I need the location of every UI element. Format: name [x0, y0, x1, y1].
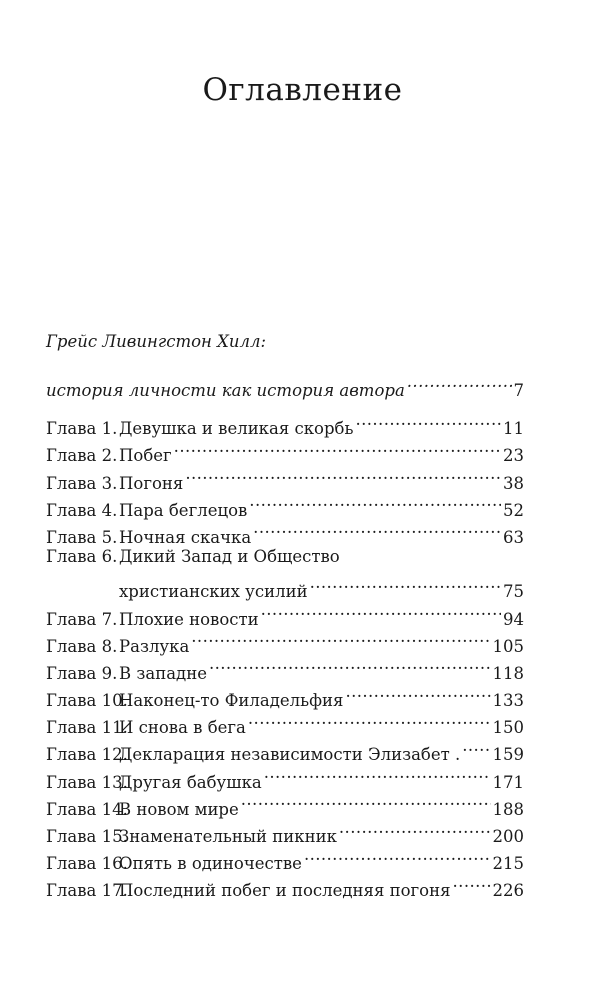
- page-number: 105: [492, 636, 524, 656]
- dot-leader: [241, 788, 491, 815]
- dot-leader: [174, 434, 501, 461]
- dot-leader: [191, 625, 490, 652]
- page-number: 75: [503, 582, 524, 602]
- dot-leader: [310, 570, 501, 597]
- dot-leader: [264, 760, 491, 787]
- page-number: 200: [492, 827, 524, 846]
- toc-intro-entry[interactable]: [46, 324, 524, 400]
- chapter-label: Глава 17.: [46, 881, 128, 901]
- toc-list: [46, 407, 524, 901]
- chapter-label: Глава 4.: [46, 500, 118, 520]
- chapter-title: В западне: [119, 663, 207, 683]
- chapter-title: Пара беглецов: [119, 500, 248, 520]
- dot-leader: [462, 733, 490, 760]
- chapter-title: Декларация независимости Элизабет .: [119, 745, 461, 765]
- page-number: 159: [492, 745, 524, 765]
- chapter-label: Глава 2.: [46, 446, 118, 466]
- page-number: 188: [492, 799, 524, 819]
- page-number: 226: [492, 881, 524, 901]
- dot-leader: [339, 815, 491, 842]
- intro-title-line-2-row: [46, 360, 524, 400]
- page-number: 38: [503, 473, 524, 493]
- dot-leader: [345, 679, 490, 706]
- toc-entry-7[interactable]: [46, 597, 524, 629]
- chapter-label: Глава 16.: [46, 854, 128, 874]
- page-number: 171: [492, 772, 524, 792]
- chapter-title: Другая бабушка: [119, 772, 262, 792]
- page-title: Оглавление: [202, 72, 403, 108]
- chapter-label: Глава 9.: [46, 663, 118, 683]
- page-number: 63: [503, 527, 524, 547]
- chapter-title: В новом мире: [119, 799, 239, 819]
- chapter-title: Побег: [119, 446, 172, 466]
- toc-entry-6-line-2[interactable]: [46, 570, 524, 602]
- chapter-label: Глава 15.: [46, 827, 128, 846]
- chapter-title: Опять в одиночестве: [119, 854, 302, 874]
- page-number: 11: [503, 419, 524, 439]
- intro-title-line-1: Грейс Ливингстон Хилл:: [46, 332, 267, 351]
- chapter-title: Дикий Запад и Общество: [119, 546, 340, 566]
- dot-leader: [185, 461, 501, 488]
- page-number: 118: [492, 663, 524, 683]
- chapter-title-continued: христианских усилий: [119, 582, 308, 602]
- page-number: 133: [492, 691, 524, 711]
- chapter-label: Глава 5.: [46, 527, 118, 547]
- intro-title-line-2: история личности как история автора: [46, 381, 405, 400]
- chapter-label: Глава 3.: [46, 473, 118, 493]
- chapter-title: И снова в бега: [119, 718, 246, 738]
- chapter-title: Знаменательный пикник: [119, 827, 337, 846]
- page-number: 215: [492, 854, 524, 874]
- chapter-label: Глава 6.: [46, 546, 118, 566]
- chapter-label: Глава 7.: [46, 609, 118, 629]
- chapter-title: Погоня: [119, 473, 184, 493]
- chapter-title: Последний побег и последняя погоня: [119, 881, 451, 901]
- dot-leader: [355, 407, 501, 434]
- chapter-label: Глава 13.: [46, 772, 128, 792]
- chapter-label: Глава 14.: [46, 799, 128, 819]
- dot-leader: [304, 842, 491, 869]
- chapter-label: Глава 11.: [46, 718, 128, 738]
- chapter-title: Разлука: [119, 636, 190, 656]
- chapter-title: Девушка и великая скорбь: [119, 419, 354, 439]
- dot-leader: [407, 360, 512, 396]
- toc-entry-1[interactable]: [46, 407, 524, 439]
- chapter-label: Глава 8.: [46, 636, 118, 656]
- dot-leader: [248, 706, 491, 733]
- page-number: 7: [513, 381, 524, 400]
- dot-leader: [253, 516, 501, 543]
- page-number: 94: [503, 609, 524, 629]
- chapter-label: Глава 12.: [46, 745, 128, 765]
- dot-leader: [209, 652, 491, 679]
- page-number: 150: [492, 718, 524, 738]
- chapter-label: Глава 1.: [46, 419, 118, 439]
- chapter-label: Глава 10.: [46, 691, 128, 711]
- chapter-title: Ночная скачка: [119, 527, 252, 547]
- page-number: 23: [503, 446, 524, 466]
- chapter-title: Наконец-то Филадельфия: [119, 691, 344, 711]
- dot-leader: [249, 489, 501, 516]
- dot-leader: [453, 869, 491, 896]
- page-number: 52: [503, 500, 524, 520]
- chapter-title: Плохие новости: [119, 609, 259, 629]
- dot-leader: [261, 597, 501, 624]
- toc-entry-6-line-1[interactable]: [46, 543, 524, 570]
